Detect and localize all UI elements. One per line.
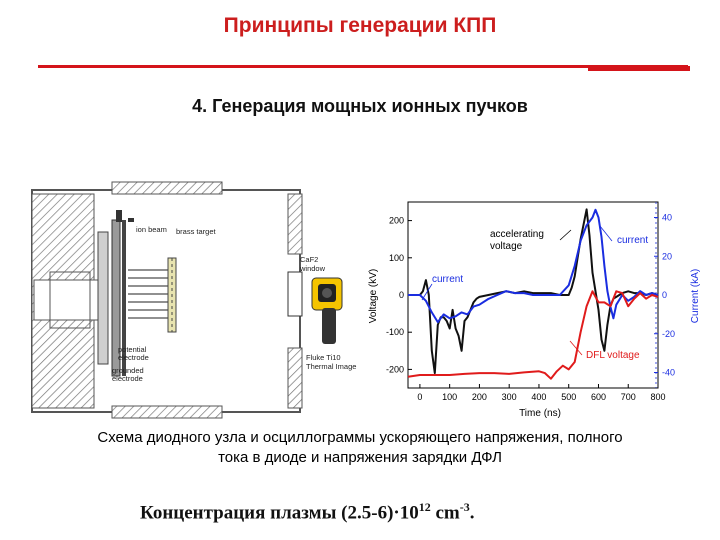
- y2-tick-label: -40: [662, 367, 676, 378]
- y2-tick-label: 20: [662, 251, 673, 262]
- caption-line-1: Схема диодного узла и осциллограммы ускоряющего напряжения, полного: [97, 429, 623, 446]
- y-tick-label: -100: [385, 327, 404, 338]
- formula-end: .: [469, 502, 475, 524]
- annotation-accelerating: accelerating: [490, 229, 544, 240]
- figure-caption: [30, 428, 690, 468]
- thermal-image-label: Thermal Image: [306, 362, 357, 371]
- annotation-dfl: DFL voltage: [586, 350, 640, 361]
- potential-label: potential: [118, 345, 147, 354]
- window-label: window: [300, 264, 326, 273]
- grounded-electrode-label: electrode: [112, 374, 143, 383]
- y2-tick-label: 0: [662, 290, 668, 300]
- y-tick-label: 100: [388, 252, 404, 263]
- oscillogram-chart: [364, 196, 708, 420]
- pointer-accelerating: [560, 230, 571, 240]
- x-tick-label: 600: [590, 392, 606, 402]
- y-axis-label: Voltage (kV): [368, 268, 379, 324]
- ion-beam-label: ion beam: [136, 225, 167, 234]
- x-tick-label: 700: [620, 392, 636, 402]
- annotation-voltage: voltage: [490, 241, 523, 252]
- section-heading: 4. Генерация мощных ионных пучков: [192, 96, 528, 116]
- x-tick-label: 0: [417, 392, 423, 402]
- x-tick-label: 800: [650, 392, 666, 402]
- x-tick-label: 300: [501, 392, 517, 402]
- slide-title: Принципы генерации КПП: [223, 14, 497, 37]
- formula-unit: cm: [430, 502, 460, 524]
- brass-target-label: brass target: [176, 227, 216, 236]
- diode-unit-diagram: [20, 180, 370, 420]
- potential-electrode-label: electrode: [118, 353, 149, 362]
- x-tick-label: 400: [531, 392, 547, 402]
- series-line-current: [408, 210, 658, 322]
- caption-line-2: тока в диоде и напряжения зарядки ДФЛ: [218, 449, 502, 466]
- x-tick-label: 200: [471, 392, 487, 402]
- formula-exponent: 12: [418, 500, 431, 514]
- formula-dot: ·: [393, 502, 400, 524]
- formula-prefix: Концентрация плазмы (2.5-6): [140, 502, 394, 524]
- ion-beam: [128, 270, 168, 318]
- y-tick-label: 0: [398, 290, 404, 300]
- plasma-concentration-formula: [140, 500, 475, 524]
- formula-unit-exponent: -3: [459, 500, 470, 514]
- fluke-label: Fluke Ti10: [306, 353, 341, 362]
- potential-electrode: [98, 232, 108, 364]
- y-tick-label: 200: [388, 215, 404, 226]
- annotation-current-left: current: [432, 274, 464, 285]
- caf2-window: [288, 272, 302, 316]
- annotation-current-right: current: [617, 235, 649, 246]
- y2-tick-label: -20: [662, 328, 676, 339]
- thermal-camera-icon: [312, 278, 342, 344]
- formula-base: 10: [399, 502, 419, 524]
- y2-tick-label: 40: [662, 212, 673, 223]
- x-tick-label: 100: [442, 392, 458, 402]
- y2-axis-label: Current (kA): [690, 268, 701, 324]
- y-tick-label: -200: [385, 364, 404, 375]
- x-axis-label: Time (ns): [519, 408, 561, 419]
- series-line-dfl-voltage: [408, 291, 658, 378]
- x-tick-label: 500: [561, 392, 577, 402]
- caf2-label: CaF2: [300, 255, 319, 264]
- title-underline-accent: [588, 66, 690, 71]
- grounded-label: grounded: [112, 366, 144, 375]
